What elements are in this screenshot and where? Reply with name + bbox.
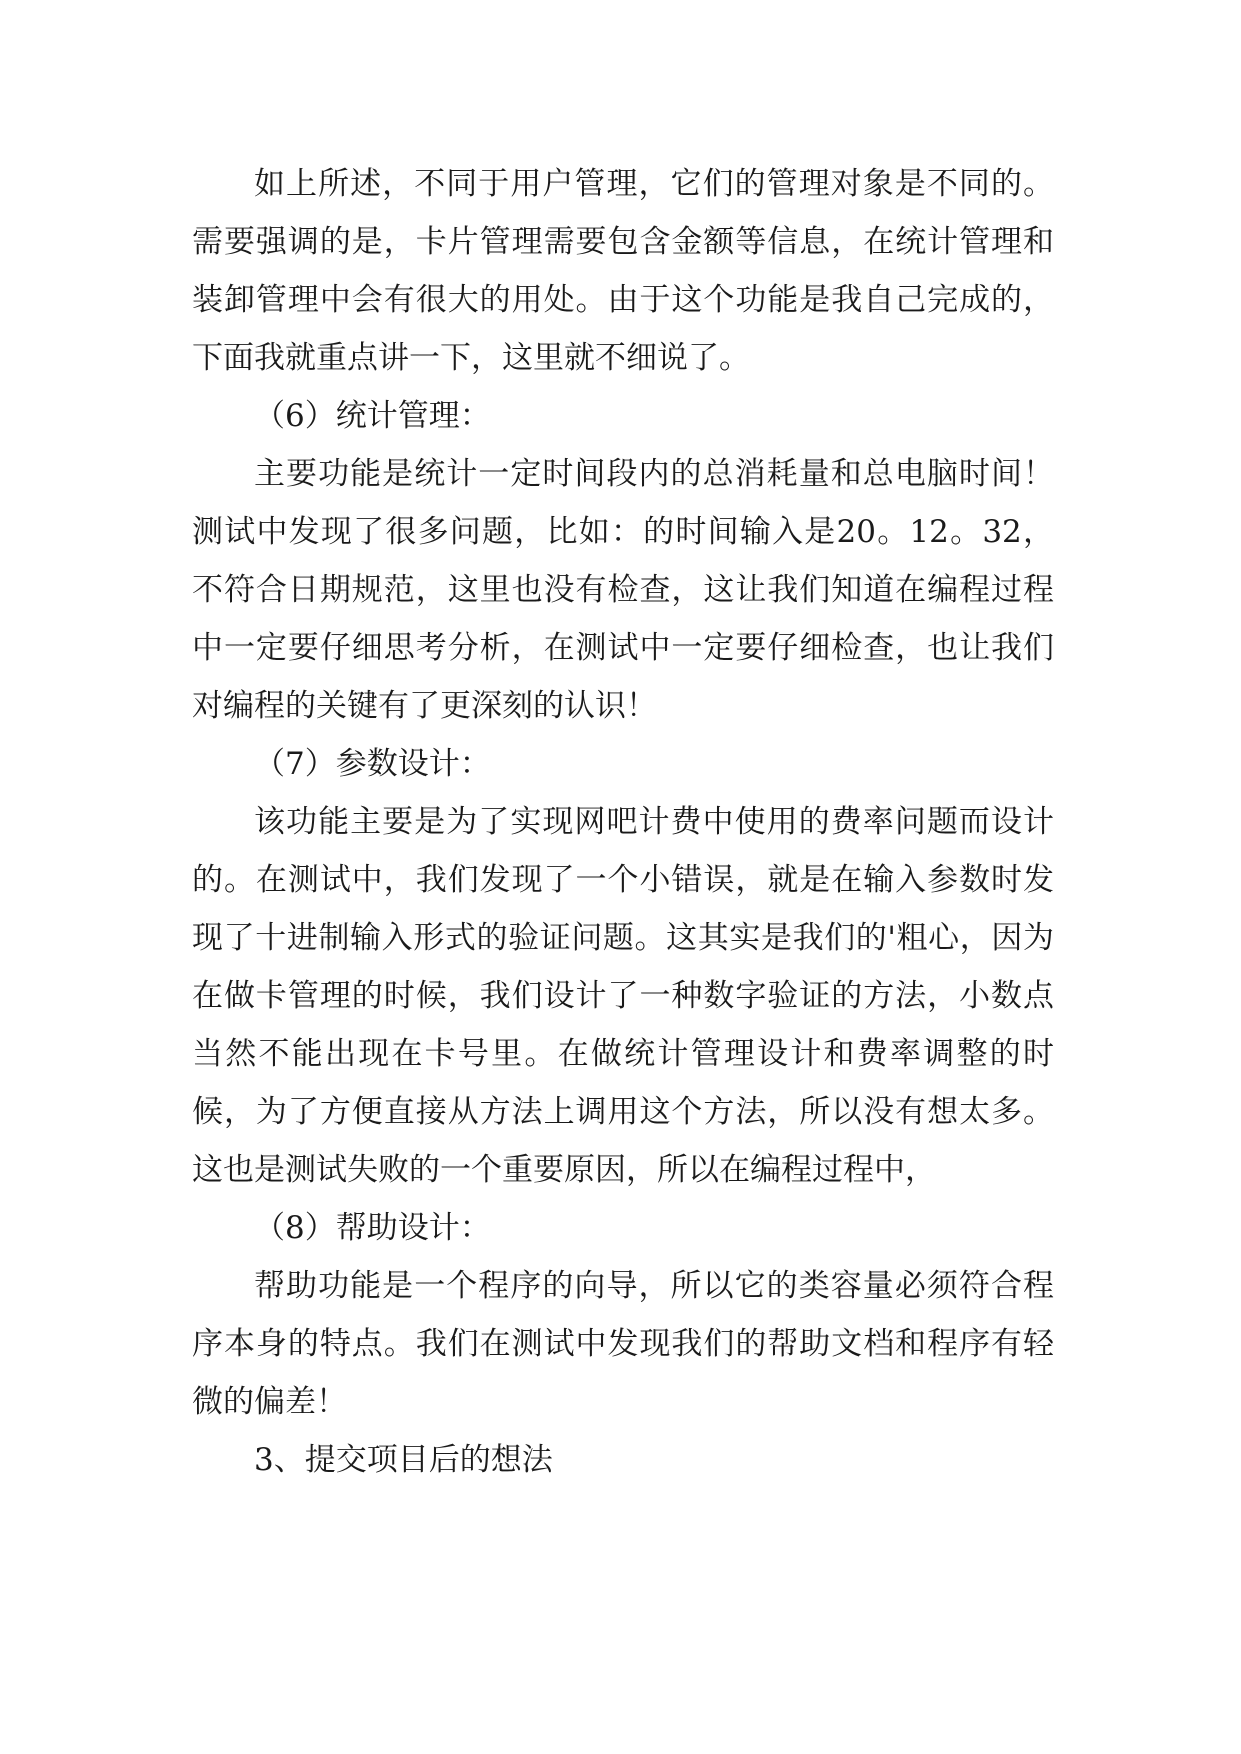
subheading-parameters: （7）参数设计： [254, 746, 491, 782]
section-heading-thoughts: 3、提交项目后的想法 [254, 1442, 553, 1478]
document-body [192, 155, 1054, 1489]
subheading-help: （8）帮助设计： [254, 1210, 491, 1246]
paragraph-help: 帮助功能是一个程序的向导，所以它的类容量必须符合程序本身的特点。我们在测试中发现我们的帮助文档和程序有轻微的偏差！ [192, 1268, 1054, 1420]
subheading-statistics: （6）统计管理： [254, 398, 491, 434]
paragraph-statistics: 主要功能是统计一定时间段内的总消耗量和总电脑时间！测试中发现了很多问题，比如：的时间输入是20。12。32，不符合日期规范，这里也没有检查，这让我们知道在编程过程中一定要仔细思考分析，在测试中一定要仔细检查，也让我们对编程的关键有了更深刻的认识！ [192, 456, 1054, 724]
paragraph-parameters: 该功能主要是为了实现网吧计费中使用的费率问题而设计的。在测试中，我们发现了一个小错误，就是在输入参数时发现了十进制输入形式的验证问题。这其实是我们的'粗心，因为在做卡管理的时候，我们设计了一种数字验证的方法，小数点当然不能出现在卡号里。在做统计管理设计和费率调整的时候，为了方便直接从方法上调用这个方法，所以没有想太多。这也是测试失败的一个重要原因，所以在编程过程中， [192, 804, 1054, 1188]
paragraph-card-management: 如上所述，不同于用户管理，它们的管理对象是不同的。需要强调的是，卡片管理需要包含金额等信息，在统计管理和装卸管理中会有很大的用处。由于这个功能是我自己完成的，下面我就重点讲一下，这里就不细说了。 [192, 166, 1054, 376]
